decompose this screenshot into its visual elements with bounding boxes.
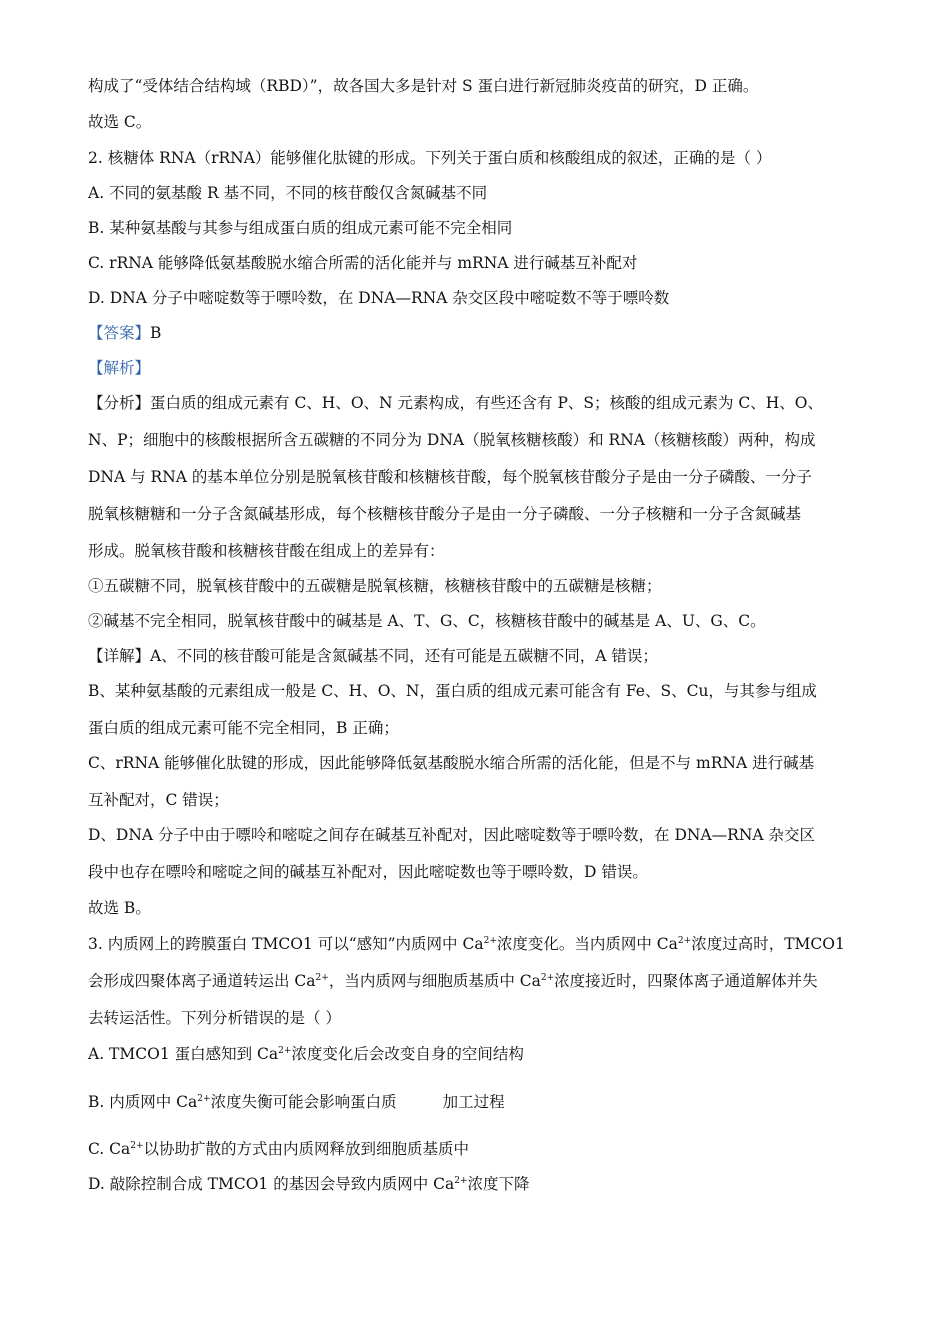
analysis-p1: [88, 393, 890, 413]
superscript: 2+: [130, 1141, 144, 1151]
analysis-label: 【解析】: [88, 359, 151, 377]
analysis-p4: 脱氧核糖糖和一分子含氮碱基形成，每个核糖核苷酸分子是由一分子磷酸、一分子核糖和一分子含氮碱基: [88, 505, 802, 523]
q3-text: 浓度接近时，四聚体离子通道解体并失: [554, 972, 818, 990]
q2-option-a: A. 不同的氨基酸 R 基不同，不同的核苷酸仅含氮碱基不同: [88, 184, 488, 202]
superscript: 2+: [454, 1176, 468, 1186]
superscript: 2+: [197, 1094, 211, 1104]
xiangjie-label: 【详解】: [88, 647, 151, 665]
option-text: 浓度下降: [467, 1175, 530, 1193]
prev-choose: 故选 C。: [88, 113, 152, 131]
detail-b2: 蛋白质的组成元素可能不完全相同，B 正确；: [88, 719, 399, 737]
superscript: 2+: [483, 936, 497, 946]
q3-text: 3. 内质网上的跨膜蛋白 TMCO1 可以“感知”内质网中 Ca: [88, 935, 484, 953]
q2-choose: 故选 B。: [88, 899, 151, 917]
q3-text: 浓度变化。当内质网中 Ca: [496, 935, 678, 953]
q2-option-d: D. DNA 分子中嘧啶数等于嘌呤数，在 DNA—RNA 杂交区段中嘧啶数不等于嘌呤数: [88, 289, 670, 307]
q2-answer-line: [88, 323, 890, 343]
option-text: D. 敲除控制合成 TMCO1 的基因会导致内质网中 Ca: [88, 1175, 455, 1193]
q3-text: ，当内质网与细胞质基质中 Ca: [328, 972, 541, 990]
detail-c2: 互补配对，C 错误；: [88, 791, 229, 809]
q3-option-d: [88, 1174, 890, 1194]
superscript: 2+: [315, 973, 329, 983]
option-text: C. Ca: [88, 1140, 131, 1158]
q2-option-b: B. 某种氨基酸与其参与组成蛋白质的组成元素可能不完全相同: [88, 219, 513, 237]
q3-text: 浓度过高时，TMCO1: [691, 935, 845, 953]
detail-text: A、不同的核苷酸可能是含氮碱基不同，还有可能是五碳糖不同，A 错误；: [150, 647, 658, 665]
analysis-p3: DNA 与 RNA 的基本单位分别是脱氧核苷酸和核糖核苷酸，每个脱氧核苷酸分子是由一分子磷酸、一分子: [88, 468, 812, 486]
analysis-p6: ①五碳糖不同，脱氧核苷酸中的五碳糖是脱氧核糖，核糖核苷酸中的五碳糖是核糖；: [88, 577, 662, 595]
analysis-p2: N、P；细胞中的核酸根据所含五碳糖的不同分为 DNA（脱氧核糖核酸）和 RNA（核糖核酸）两种，构成: [88, 431, 816, 449]
q3-text: 会形成四聚体离子通道转运出 Ca: [88, 972, 316, 990]
fenxi-label: 【分析】: [88, 394, 151, 412]
detail-d2: 段中也存在嘌呤和嘧啶之间的碱基互补配对，因此嘧啶数也等于嘌呤数，D 错误。: [88, 863, 648, 881]
answer-value: B: [150, 324, 162, 342]
q3-option-c: [88, 1139, 890, 1159]
q2-stem: 2. 核糖体 RNA（rRNA）能够催化肽键的形成。下列关于蛋白质和核酸组成的叙述，正确的是（ ）: [88, 149, 772, 167]
prev-answer-line: 构成了“受体结合结构域（RBD）”，故各国大多是针对 S 蛋白进行新冠肺炎疫苗的研究，D 正确。: [88, 77, 759, 95]
option-text: 浓度变化后会改变自身的空间结构: [291, 1045, 524, 1063]
superscript: 2+: [278, 1046, 292, 1056]
analysis-text: 蛋白质的组成元素有 C、H、O、N 元素构成，有些还含有 P、S；核酸的组成元素为 C、H、O、: [150, 394, 824, 412]
detail-a: [88, 646, 890, 666]
detail-b1: B、某种氨基酸的元素组成一般是 C、H、O、N，蛋白质的组成元素可能含有 Fe、S、Cu，与其参与组成: [88, 682, 817, 700]
analysis-p7: ②碱基不完全相同，脱氧核苷酸中的碱基是 A、T、G、C，核糖核苷酸中的碱基是 A、U、G、C。: [88, 612, 766, 630]
option-text: 浓度失衡可能会影响蛋白质: [210, 1093, 397, 1111]
option-text: 以协助扩散的方式由内质网释放到细胞质基质中: [143, 1140, 470, 1158]
detail-d1: D、DNA 分子中由于嘌呤和嘧啶之间存在碱基互补配对，因此嘧啶数等于嘌呤数，在 DNA—RNA 杂交区: [88, 826, 816, 844]
q3-stem-line3: 去转运活性。下列分析错误的是（ ）: [88, 1009, 341, 1027]
superscript: 2+: [540, 973, 555, 983]
option-text: B. 内质网中 Ca: [88, 1093, 198, 1111]
q2-option-c: C. rRNA 能够降低氨基酸脱水缩合所需的活化能并与 mRNA 进行碱基互补配对: [88, 254, 638, 272]
option-text: 加工过程: [442, 1093, 505, 1111]
q3-option-b: [88, 1092, 890, 1112]
superscript: 2+: [677, 936, 692, 946]
analysis-p5: 形成。脱氧核苷酸和核糖核苷酸在组成上的差异有：: [88, 542, 445, 560]
q3-stem-line2: [88, 971, 890, 991]
q3-option-a: [88, 1044, 890, 1064]
option-text: A. TMCO1 蛋白感知到 Ca: [88, 1045, 279, 1063]
answer-label: 【答案】: [88, 324, 151, 342]
detail-c1: C、rRNA 能够催化肽键的形成，因此能够降低氨基酸脱水缩合所需的活化能，但是不与 mRNA 进行碱基: [88, 754, 815, 772]
q3-stem-line1: [88, 934, 890, 954]
